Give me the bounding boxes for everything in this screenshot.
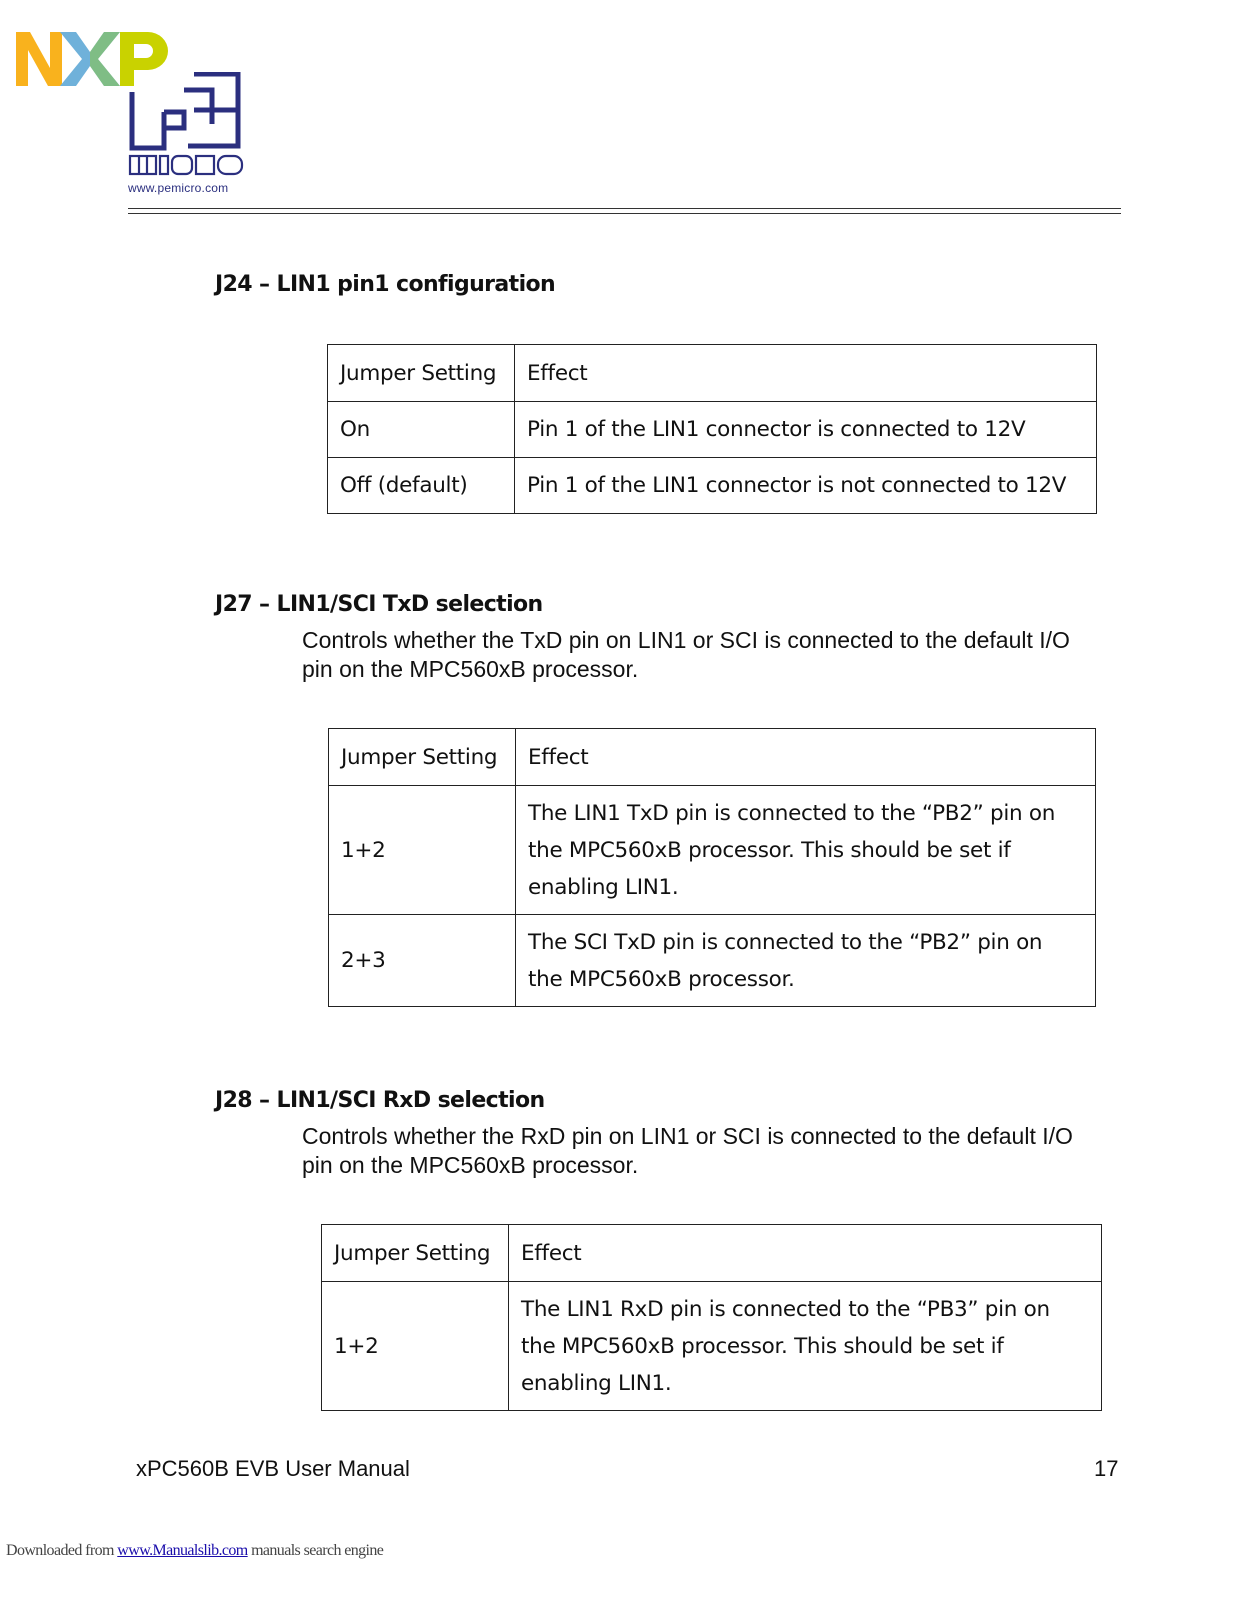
effect-cell: Pin 1 of the LIN1 connector is connected to 12V xyxy=(515,402,1097,458)
table-header-row xyxy=(322,1225,1102,1282)
jumper-setting-cell: 1+2 xyxy=(329,786,516,915)
header-effect: Effect xyxy=(516,729,1096,786)
header-jumper-setting: Jumper Setting xyxy=(329,729,516,786)
download-suffix: manuals search engine xyxy=(251,1542,384,1559)
table-row xyxy=(328,402,1097,458)
effect-cell: Pin 1 of the LIN1 connector is not connected to 12V xyxy=(515,458,1097,514)
effect-cell: The SCI TxD pin is connected to the “PB2” pin on the MPC560xB processor. xyxy=(516,915,1096,1007)
jumper-setting-cell: 1+2 xyxy=(322,1282,509,1411)
footer-page-number: 17 xyxy=(1094,1456,1119,1481)
table-row xyxy=(329,786,1096,915)
table-header-row xyxy=(329,729,1096,786)
pe-micro-logo xyxy=(128,72,246,176)
header-jumper-setting: Jumper Setting xyxy=(328,345,515,402)
jumper-table-j24 xyxy=(327,344,1097,514)
header-effect: Effect xyxy=(515,345,1097,402)
header-jumper-setting: Jumper Setting xyxy=(322,1225,509,1282)
section-description-j28 xyxy=(302,1122,1122,1180)
effect-cell: The LIN1 TxD pin is connected to the “PB2” pin on the MPC560xB processor. This should be set if enabling LIN1. xyxy=(516,786,1096,915)
download-notice xyxy=(6,1542,383,1560)
manualslib-link[interactable]: www.Manualslib.com xyxy=(117,1542,248,1559)
section-description-j27 xyxy=(302,626,1122,684)
header-rule-top xyxy=(128,208,1121,209)
description-line: pin on the MPC560xB processor. xyxy=(302,656,639,682)
table-row xyxy=(322,1282,1102,1411)
jumper-setting-cell: 2+3 xyxy=(329,915,516,1007)
section-heading-j28: J28 – LIN1/SCI RxD selection xyxy=(215,1088,545,1113)
jumper-setting-cell: Off (default) xyxy=(328,458,515,514)
table-row xyxy=(328,458,1097,514)
jumper-setting-cell: On xyxy=(328,402,515,458)
effect-cell: The LIN1 RxD pin is connected to the “PB3” pin on the MPC560xB processor. This should be set if enabling LIN1. xyxy=(509,1282,1102,1411)
description-line: Controls whether the RxD pin on LIN1 or SCI is connected to the default I/O xyxy=(302,1123,1073,1149)
description-line: Controls whether the TxD pin on LIN1 or SCI is connected to the default I/O xyxy=(302,627,1070,653)
section-heading-j24: J24 – LIN1 pin1 configuration xyxy=(215,272,556,297)
header-rule-bottom xyxy=(128,213,1121,214)
pe-url: www.pemicro.com xyxy=(128,181,229,195)
section-heading-j27: J27 – LIN1/SCI TxD selection xyxy=(215,592,543,617)
jumper-table-j27 xyxy=(328,728,1096,1007)
footer-manual-title: xPC560B EVB User Manual xyxy=(136,1456,410,1481)
description-line: pin on the MPC560xB processor. xyxy=(302,1152,639,1178)
header-effect: Effect xyxy=(509,1225,1102,1282)
jumper-table-j28 xyxy=(321,1224,1102,1411)
table-row xyxy=(329,915,1096,1007)
table-header-row xyxy=(328,345,1097,402)
download-prefix: Downloaded from xyxy=(6,1542,114,1559)
